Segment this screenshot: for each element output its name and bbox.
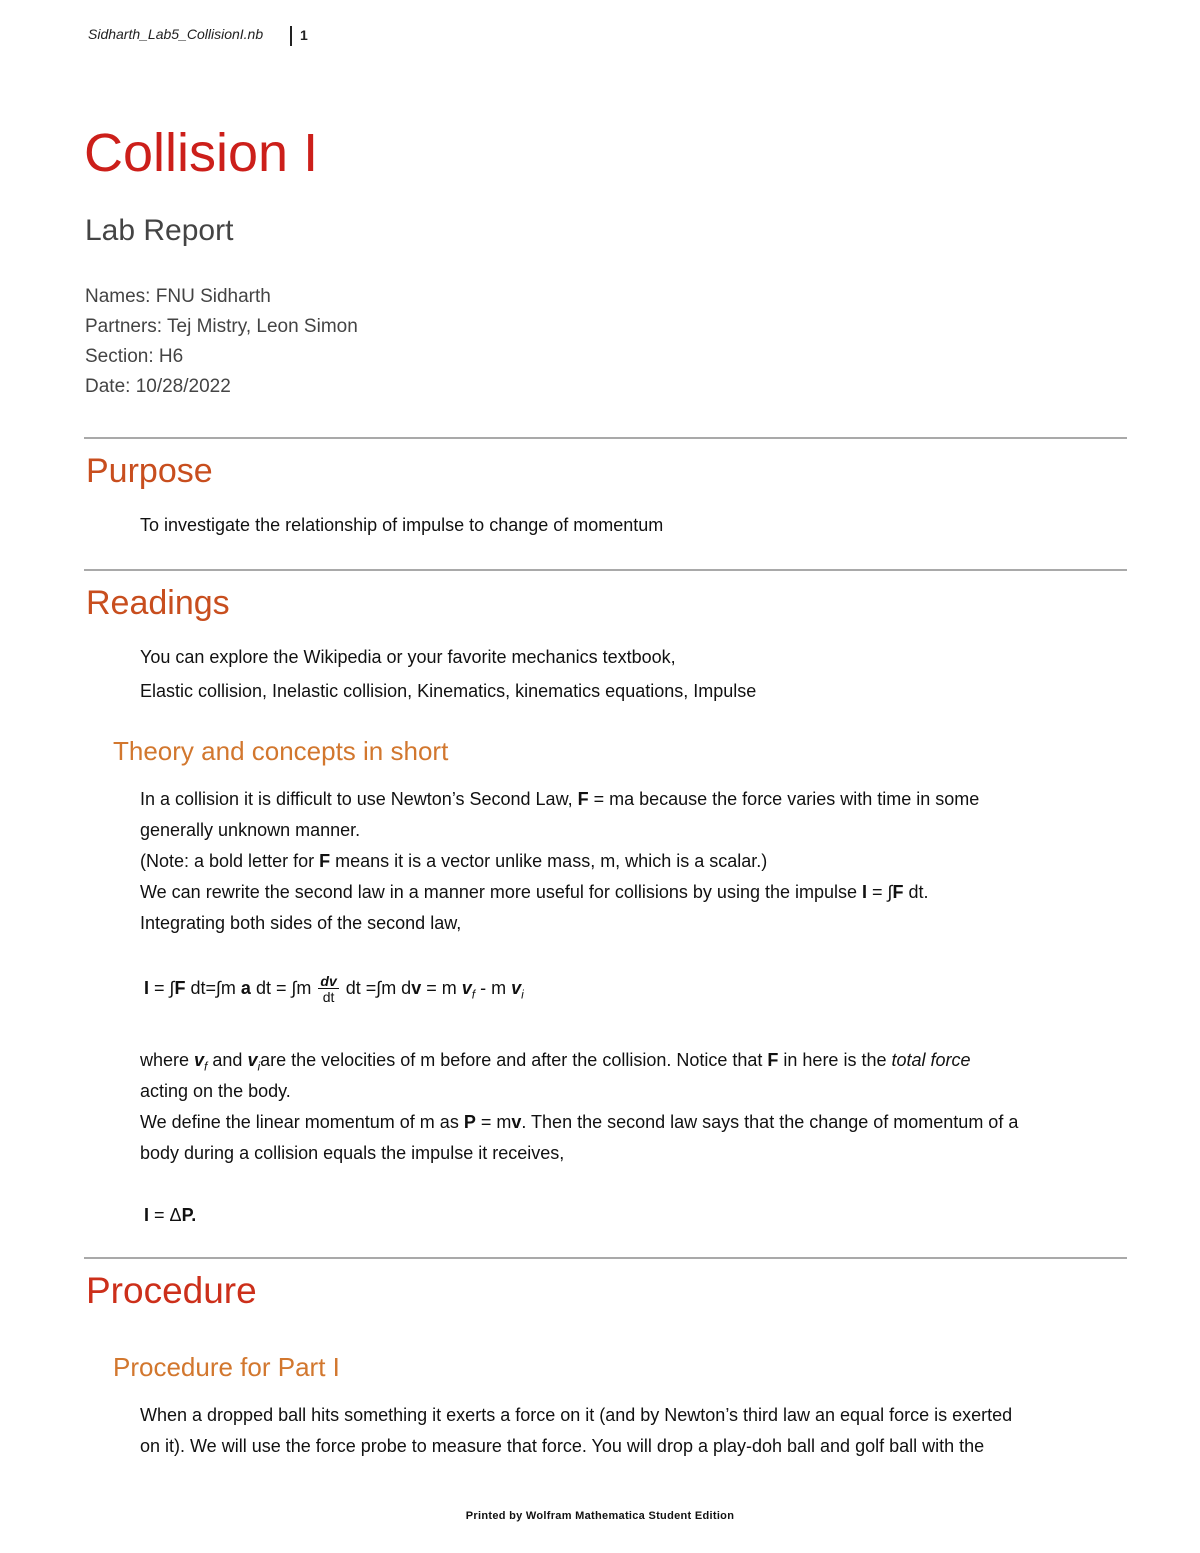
names-line: Names: FNU Sidharth xyxy=(85,286,271,307)
impulse-equation: I = ∫F dt=∫m a dt = ∫m $\frac{dv}{dt}$ dt =∫m dv = m $v_f$ - m $v_i$ xyxy=(144,973,524,1005)
readings-line: You can explore the Wikipedia or your favorite mechanics textbook, xyxy=(140,647,676,667)
theory-line: body during a collision equals the impulse it receives, xyxy=(140,1143,565,1163)
section-line: Section: H6 xyxy=(85,346,184,367)
purpose-text: To investigate the relationship of impulse to change of momentum xyxy=(140,515,664,535)
procedure-part1-heading: Procedure for Part I xyxy=(113,1352,340,1382)
theory-line: We define the linear momentum of m as P = mv. Then the second law says that the change of momentum of a xyxy=(140,1112,1019,1132)
section-divider xyxy=(84,1257,1127,1259)
impulse-momentum-equation: I = ΔP. xyxy=(144,1205,197,1225)
fraction: $\frac{dv}{dt}$ xyxy=(320,973,337,1005)
header-divider xyxy=(290,26,292,46)
date-line: Date: 10/28/2022 xyxy=(85,376,231,397)
page-title: Collision I xyxy=(84,123,319,183)
theory-note: (Note: a bold letter for F means it is a vector unlike mass, m, which is a scalar.) xyxy=(140,851,768,871)
theory-line: where $v_f$ and $v_iare$ the velocities of m before and after the collision. Notice that F in here is the total force xyxy=(140,1050,971,1074)
procedure-line: on it). We will use the force probe to measure that force. You will drop a play-doh ball and golf ball with the xyxy=(140,1436,985,1456)
theory-heading: Theory and concepts in short xyxy=(113,736,449,766)
theory-line: We can rewrite the second law in a manner more useful for collisions by using the impulse I = ∫F dt. xyxy=(140,882,929,902)
page-subtitle: Lab Report xyxy=(85,214,234,247)
readings-links-line: Elastic collision, Inelastic collision, Kinematics, kinematics equations, Impulse xyxy=(140,681,757,701)
section-divider xyxy=(84,569,1127,571)
procedure-line: When a dropped ball hits something it exerts a force on it (and by Newton’s third law an equal force is exerted xyxy=(140,1405,1013,1425)
theory-line: generally unknown manner. xyxy=(140,820,361,840)
theory-line: acting on the body. xyxy=(140,1081,291,1101)
page-number: 1 xyxy=(300,27,308,43)
partners-line: Partners: Tej Mistry, Leon Simon xyxy=(85,316,358,337)
readings-heading: Readings xyxy=(86,584,230,622)
purpose-heading: Purpose xyxy=(86,452,213,490)
theory-line: In a collision it is difficult to use Newton’s Second Law, F = ma because the force varies with time in some xyxy=(140,789,980,809)
theory-line: Integrating both sides of the second law, xyxy=(140,913,462,933)
section-divider xyxy=(84,437,1127,439)
file-name: Sidharth_Lab5_CollisionI.nb xyxy=(88,26,264,42)
print-footer: Printed by Wolfram Mathematica Student Edition xyxy=(465,1510,735,1522)
procedure-heading: Procedure xyxy=(86,1270,257,1311)
